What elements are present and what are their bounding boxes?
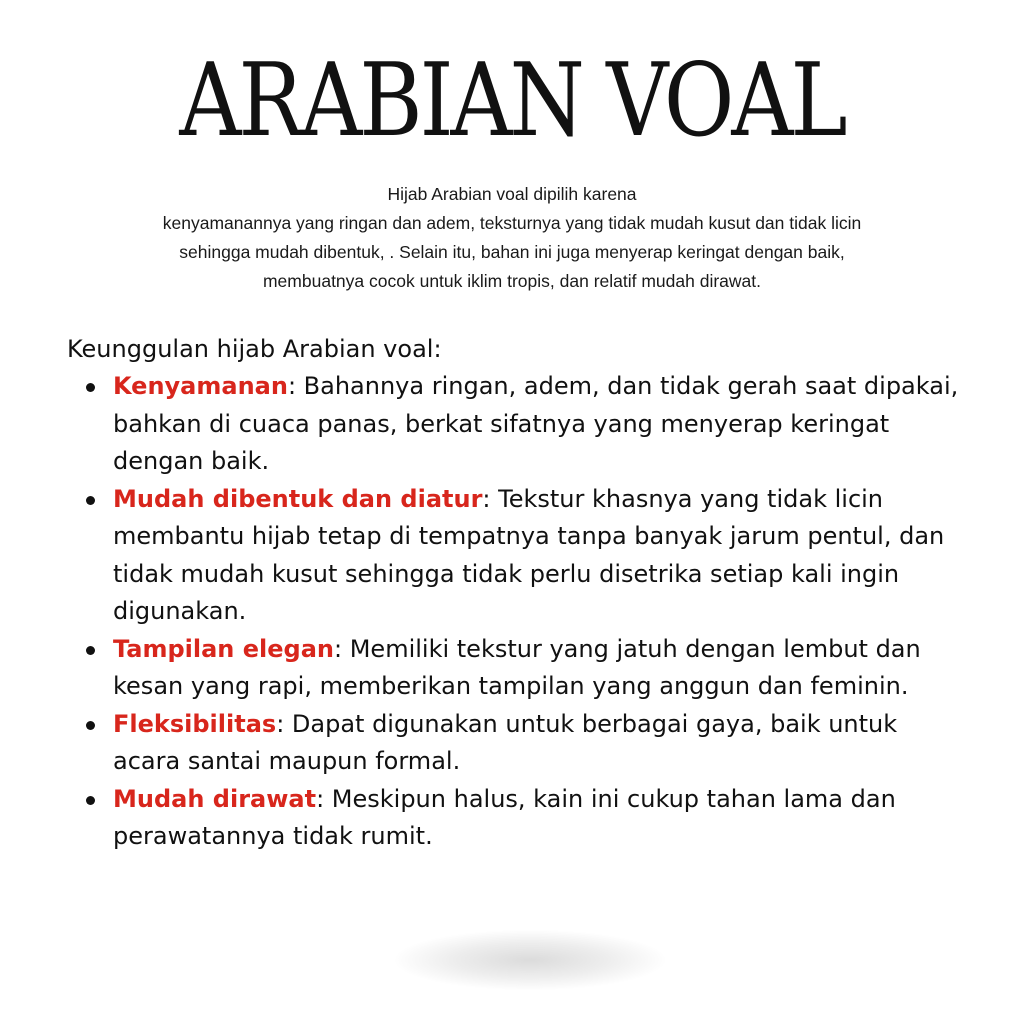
benefit-term: Mudah dibentuk dan diatur bbox=[113, 484, 483, 513]
benefits-list bbox=[86, 368, 966, 856]
benefit-item bbox=[86, 368, 966, 481]
benefit-term: Mudah dirawat bbox=[113, 784, 317, 813]
intro-line: membuatnya cocok untuk iklim tropis, dan relatif mudah dirawat. bbox=[262, 271, 761, 291]
benefit-item bbox=[86, 706, 966, 781]
benefit-item bbox=[86, 631, 966, 706]
benefit-item bbox=[86, 781, 966, 856]
bullet-icon bbox=[86, 383, 95, 392]
benefit-description: : Memiliki tekstur yang jatuh dengan lembut dan kesan yang rapi, memberikan tampilan yang anggun dan feminin. bbox=[113, 634, 921, 700]
drop-shadow-decoration bbox=[395, 930, 665, 990]
benefit-description: : Tekstur khasnya yang tidak licin membantu hijab tetap di tempatnya tanpa banyak jarum pentul, dan tidak mudah kusut sehingga tidak perlu disetrika setiap kali ingin digunakan. bbox=[113, 484, 945, 625]
bullet-icon bbox=[86, 646, 95, 655]
bullet-icon bbox=[86, 796, 95, 805]
intro-line: Hijab Arabian voal dipilih karena bbox=[387, 184, 637, 204]
intro-paragraph bbox=[60, 180, 964, 296]
benefit-term: Tampilan elegan bbox=[113, 634, 334, 663]
benefits-heading: Keunggulan hijab Arabian voal: bbox=[67, 335, 442, 363]
page-title: ARABIAN VOAL bbox=[179, 42, 845, 160]
intro-line: kenyamanannya yang ringan dan adem, teksturnya yang tidak mudah kusut dan tidak licin bbox=[162, 213, 862, 233]
bullet-icon bbox=[86, 721, 95, 730]
bullet-icon bbox=[86, 496, 95, 505]
benefit-description: : Bahannya ringan, adem, dan tidak gerah saat dipakai, bahkan di cuaca panas, berkat sifatnya yang menyerap keringat dengan baik. bbox=[113, 372, 959, 475]
benefit-term: Kenyamanan bbox=[113, 372, 288, 400]
benefit-description: : Meskipun halus, kain ini cukup tahan lama dan perawatannya tidak rumit. bbox=[113, 784, 896, 850]
benefit-description: : Dapat digunakan untuk berbagai gaya, baik untuk acara santai maupun formal. bbox=[113, 709, 898, 775]
benefit-item bbox=[86, 481, 966, 631]
intro-line: sehingga mudah dibentuk, . Selain itu, bahan ini juga menyerap keringat dengan baik, bbox=[179, 242, 845, 262]
benefit-term: Fleksibilitas bbox=[113, 709, 277, 738]
